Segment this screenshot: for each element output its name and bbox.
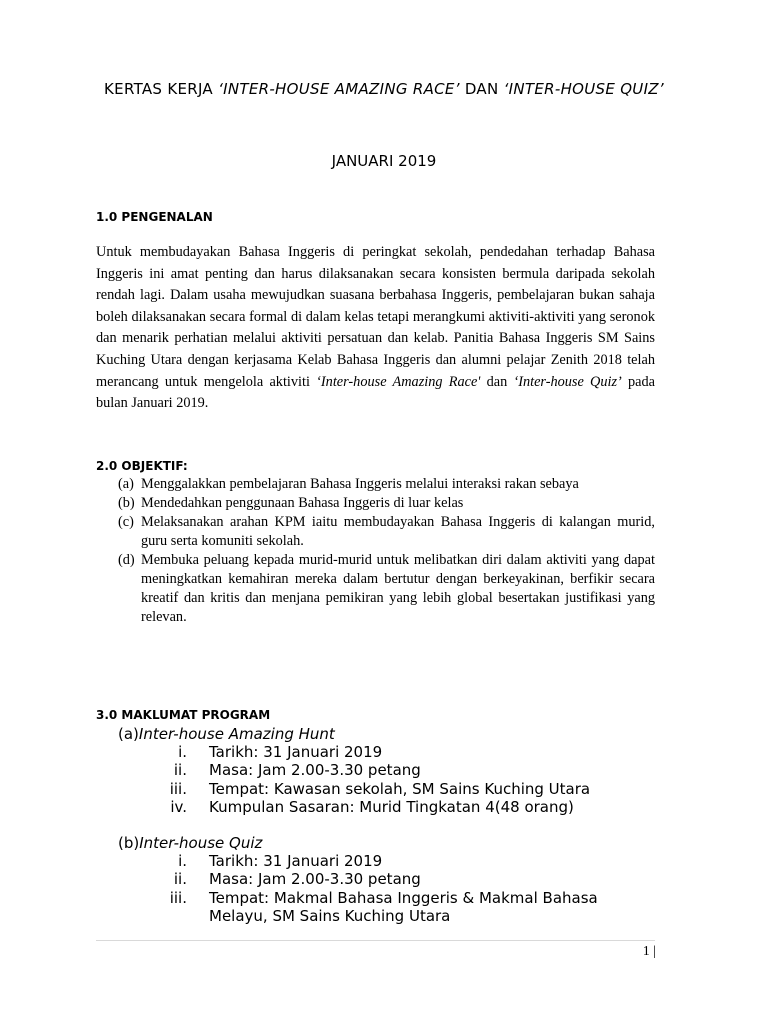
list-item-text: Tempat: Makmal Bahasa Inggeris & Makmal Bahasa Melayu, SM Sains Kuching Utara bbox=[209, 888, 598, 925]
list-marker: ii. bbox=[173, 761, 187, 780]
list-item-text: Tarikh: 31 Januari 2019 bbox=[209, 852, 383, 870]
list-marker: (a) bbox=[118, 476, 134, 492]
section-heading-program: 3.0 MAKLUMAT PROGRAM bbox=[96, 708, 271, 722]
list-item bbox=[118, 494, 655, 513]
list-item bbox=[118, 551, 655, 627]
program-b-title bbox=[118, 834, 262, 852]
intro-italic-quiz: ‘Inter-house Quiz’ bbox=[513, 373, 622, 390]
intro-italic-race: ‘Inter-house Amazing Race' bbox=[316, 373, 481, 390]
program-b-name: Inter-house Quiz bbox=[139, 834, 263, 852]
list-item-text: Masa: Jam 2.00-3.30 petang bbox=[209, 870, 421, 889]
list-item bbox=[140, 761, 640, 779]
list-item-text: Melaksanakan arahan KPM iaitu membudayakan Bahasa Inggeris di kalangan murid, guru serta komuniti sekolah. bbox=[141, 514, 655, 549]
list-item bbox=[140, 852, 640, 870]
program-b-marker: (b) bbox=[118, 834, 140, 852]
list-item-text: Masa: Jam 2.00-3.30 petang bbox=[209, 761, 421, 780]
program-a-title bbox=[118, 725, 335, 743]
program-a-marker: (a) bbox=[118, 725, 139, 743]
list-item-text: Membuka peluang kepada murid-murid untuk melibatkan diri dalam aktiviti yang dapat meningkatkan kemahiran mereka dalam bertutur dengan berkeyakinan, berfikir secara kreatif dan kritis dan menjana pemikiran yang lebih global besertakan justifikasi yang relevan. bbox=[141, 552, 655, 625]
list-marker: i. bbox=[178, 743, 187, 761]
list-item-text: Kumpulan Sasaran: Murid Tingkatan 4(48 orang) bbox=[209, 797, 574, 816]
list-marker: (d) bbox=[118, 552, 135, 568]
title-italic-amazing-race: ‘INTER-HOUSE AMAZING RACE’ bbox=[218, 80, 460, 98]
list-item bbox=[140, 870, 640, 888]
intro-text-2: dan bbox=[480, 373, 514, 390]
list-item bbox=[140, 780, 640, 798]
title-italic-quiz: ‘INTER-HOUSE QUIZ’ bbox=[503, 80, 664, 98]
list-marker: iv. bbox=[170, 797, 187, 816]
section-heading-objectives: 2.0 OBJEKTIF: bbox=[96, 459, 188, 473]
objectives-list bbox=[118, 475, 655, 627]
intro-paragraph bbox=[96, 242, 655, 415]
section-heading-intro: 1.0 PENGENALAN bbox=[96, 210, 213, 224]
list-item bbox=[140, 798, 640, 816]
list-item-text: Menggalakkan pembelajaran Bahasa Inggeris melalui interaksi rakan sebaya bbox=[141, 476, 579, 492]
list-marker: ii. bbox=[173, 870, 187, 889]
program-b-details bbox=[140, 852, 640, 925]
list-item-text: Tarikh: 31 Januari 2019 bbox=[209, 743, 383, 761]
intro-text-1: Untuk membudayakan Bahasa Inggeris di peringkat sekolah, pendedahan terhadap Bahasa Inggeris ini amat penting dan harus dilaksanakan secara konsisten bermula daripada sekolah rendah lagi. Dalam usaha mewujudkan suasana berbahasa Inggeris, pembelajaran bukan sahaja boleh dilaksanakan secara formal di dalam kelas tetapi merangkumi aktiviti-aktiviti yang seronok dan menarik perhatian melalui aktiviti persatuan dan kelab. Panitia Bahasa Inggeris SM Sains Kuching Utara dengan kerjasama Kelab Bahasa Inggeris dan alumni pelajar Zenith 2018 telah merancang untuk mengelola aktiviti bbox=[96, 244, 655, 390]
list-marker: iii. bbox=[169, 779, 187, 798]
footer-divider bbox=[96, 940, 655, 941]
list-item bbox=[140, 743, 640, 761]
title-mid: DAN bbox=[459, 80, 504, 98]
title-prefix: KERTAS KERJA bbox=[104, 80, 219, 98]
program-a-details bbox=[140, 743, 640, 816]
list-item bbox=[118, 513, 655, 551]
list-marker: i. bbox=[178, 852, 187, 870]
list-marker: iii. bbox=[169, 888, 187, 907]
list-item-text: Tempat: Kawasan sekolah, SM Sains Kuching Utara bbox=[209, 779, 591, 798]
list-item-text: Mendedahkan penggunaan Bahasa Inggeris di luar kelas bbox=[141, 495, 464, 511]
intro-text-3: pada bulan Januari 2019. bbox=[96, 373, 655, 412]
list-marker: (b) bbox=[118, 495, 135, 511]
list-item bbox=[118, 475, 655, 494]
document-date: JANUARI 2019 bbox=[331, 152, 437, 170]
list-marker: (c) bbox=[118, 514, 134, 530]
document-title bbox=[96, 80, 672, 99]
page-number: 1 | bbox=[642, 944, 656, 959]
list-item bbox=[140, 889, 640, 926]
program-a-name: Inter-house Amazing Hunt bbox=[138, 725, 335, 743]
